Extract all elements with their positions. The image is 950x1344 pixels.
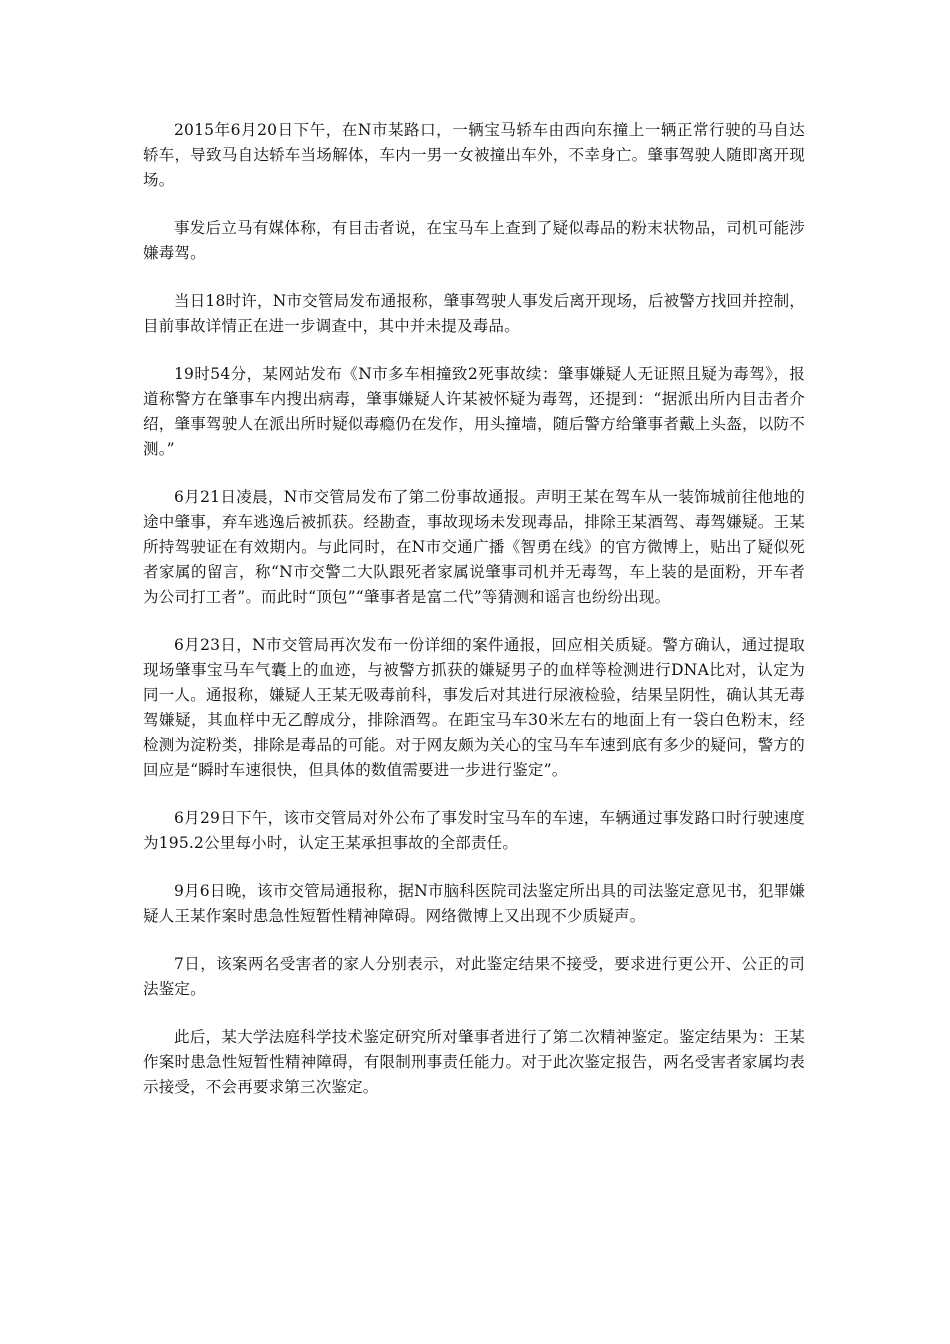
document-body [143,118,805,1123]
paragraph-10: 此后，某大学法庭科学技术鉴定研究所对肇事者进行了第二次精神鉴定。鉴定结果为：王某作案时患急性短暂性精神障碍，有限制刑事责任能力。对于此次鉴定报告，两名受害者家属均表示接受，不会再要求第三次鉴定。 [143,1028,805,1096]
paragraph-4: 19时54分，某网站发布《N市多车相撞致2死事故续：肇事嫌疑人无证照且疑为毒驾》，报道称警方在肇事车内搜出病毒，肇事嫌疑人许某被怀疑为毒驾，还提到：“据派出所内目击者介绍，肇事驾驶人在派出所时疑似毒瘾仍在发作，用头撞墙，随后警方给肇事者戴上头盔，以防不测。” [143,365,805,458]
paragraph-3: 当日18时许，N市交管局发布通报称，肇事驾驶人事发后离开现场，后被警方找回并控制，目前事故详情正在进一步调查中，其中并未提及毒品。 [143,292,805,335]
paragraph-9: 7日，该案两名受害者的家人分别表示，对此鉴定结果不接受，要求进行更公开、公正的司法鉴定。 [143,955,805,998]
paragraph-6: 6月23日，N市交管局再次发布一份详细的案件通报，回应相关质疑。警方确认，通过提取现场肇事宝马车气囊上的血迹，与被警方抓获的嫌疑男子的血样等检测进行DNA比对，认定为同一人。通报称，嫌疑人王某无吸毒前科，事发后对其进行尿液检验，结果呈阴性，确认其无毒驾嫌疑，其血样中无乙醇成分，排除酒驾。在距宝马车30米左右的地面上有一袋白色粉末，经检测为淀粉类，排除是毒品的可能。对于网友颇为关心的宝马车车速到底有多少的疑问，警方的回应是“瞬时车速很快，但具体的数值需要进一步进行鉴定”。 [143,636,805,779]
paragraph-1: 2015年6月20日下午，在N市某路口，一辆宝马轿车由西向东撞上一辆正常行驶的马自达轿车，导致马自达轿车当场解体，车内一男一女被撞出车外，不幸身亡。肇事驾驶人随即离开现场。 [143,121,805,189]
paragraph-8: 9月6日晚，该市交管局通报称，据N市脑科医院司法鉴定所出具的司法鉴定意见书，犯罪嫌疑人王某作案时患急性短暂性精神障碍。网络微博上又出现不少质疑声。 [143,882,805,925]
paragraph-7: 6月29日下午，该市交管局对外公布了事发时宝马车的车速，车辆通过事发路口时行驶速度为195.2公里每小时，认定王某承担事故的全部责任。 [143,809,805,852]
paragraph-5: 6月21日凌晨，N市交管局发布了第二份事故通报。声明王某在驾车从一装饰城前往他地的途中肇事，弃车逃逸后被抓获。经勘查，事故现场未发现毒品，排除王某酒驾、毒驾嫌疑。王某所持驾驶证在有效期内。与此同时，在N市交通广播《智勇在线》的官方微博上，贴出了疑似死者家属的留言，称“N市交警二大队跟死者家属说肇事司机并无毒驾，车上装的是面粉，开车者为公司打工者”。而此时“顶包”“肇事者是富二代”等猜测和谣言也纷纷出现。 [143,488,805,606]
paragraph-2: 事发后立马有媒体称，有目击者说，在宝马车上查到了疑似毒品的粉末状物品，司机可能涉嫌毒驾。 [143,219,805,262]
